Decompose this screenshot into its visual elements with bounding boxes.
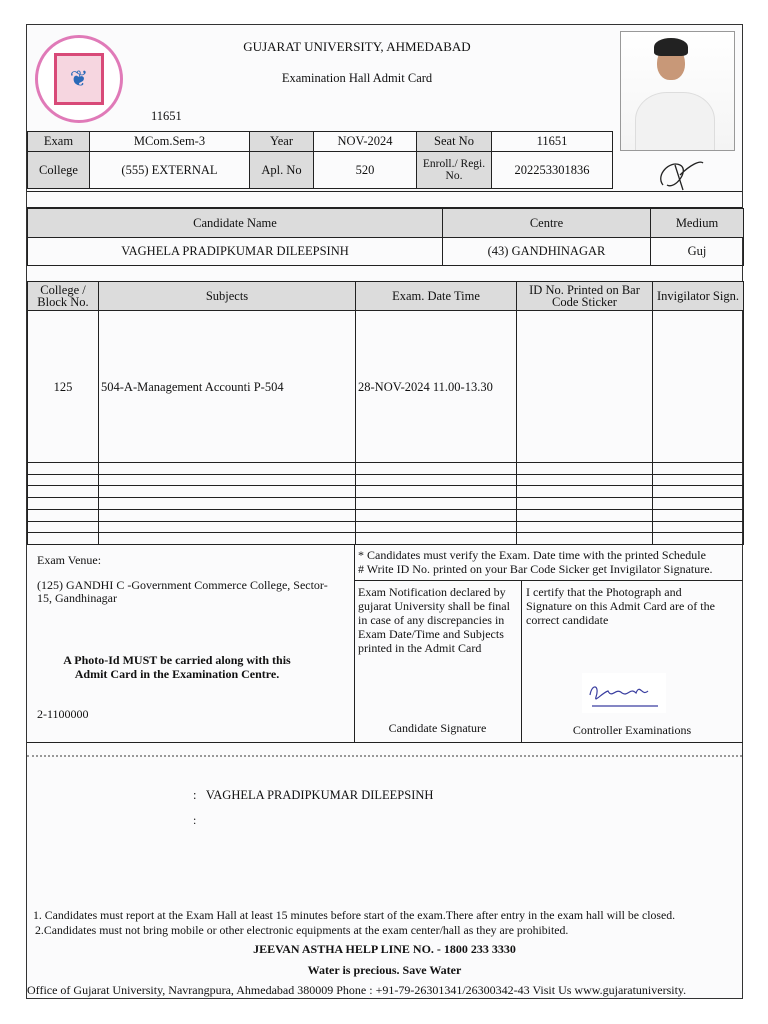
lower-colon: : bbox=[193, 813, 197, 827]
college-value: (555) EXTERNAL bbox=[90, 151, 250, 189]
dotted-cut-line bbox=[27, 755, 742, 757]
lower-name-row: : VAGHELA PRADIPKUMAR DILEEPSINH bbox=[193, 788, 434, 802]
table-row bbox=[28, 498, 744, 510]
col-header-subjects: Subjects bbox=[99, 282, 356, 311]
medium-label: Medium bbox=[651, 209, 744, 238]
seat-label: Seat No bbox=[417, 132, 492, 152]
col-header-block: College / Block No. bbox=[28, 282, 99, 311]
exam-info-table bbox=[27, 131, 613, 189]
id-cell bbox=[517, 311, 653, 463]
datetime-cell: 28-NOV-2024 11.00-13.30 bbox=[356, 311, 517, 463]
candidate-name-label: Candidate Name bbox=[28, 209, 443, 238]
centre-label: Centre bbox=[443, 209, 651, 238]
header-number: 11651 bbox=[151, 109, 182, 123]
col-header-barcode-id: ID No. Printed on Bar Code Sticker bbox=[517, 282, 653, 311]
university-logo bbox=[35, 35, 123, 123]
divider bbox=[27, 191, 742, 208]
subjects-table bbox=[27, 281, 744, 545]
year-value: NOV-2024 bbox=[314, 132, 417, 152]
notification-note: Exam Notification declared by gujarat University shall be final in case of any discrepancies in Exam Date/Time and Subjects printed in the Admit Card bbox=[358, 585, 510, 655]
table-row bbox=[28, 533, 744, 545]
apl-value: 520 bbox=[314, 151, 417, 189]
photo-id-note: A Photo-Id MUST be carried along with this Admit Card in the Examination Centre. bbox=[63, 653, 291, 681]
helpline: JEEVAN ASTHA HELP LINE NO. - 1800 233 3330 bbox=[253, 942, 516, 956]
write-id-note: # Write ID No. printed on your Bar Code Sicker get Invigilator Signature. bbox=[358, 562, 713, 576]
candidate-signature-image bbox=[655, 155, 705, 195]
candidate-signature-label: Candidate Signature bbox=[388, 721, 487, 735]
university-name: GUJARAT UNIVERSITY, AHMEDABAD bbox=[243, 39, 471, 54]
table-row bbox=[28, 509, 744, 521]
certify-note: I certify that the Photograph and Signature on this Admit Card are of the correct candidate bbox=[526, 585, 715, 627]
table-row bbox=[28, 311, 744, 463]
col-header-datetime: Exam. Date Time bbox=[356, 282, 517, 311]
sign-cell bbox=[653, 311, 744, 463]
peacock-emblem-icon: ❦ bbox=[54, 53, 104, 105]
venue-section bbox=[27, 545, 743, 743]
block-cell: 125 bbox=[28, 311, 99, 463]
enroll-label: Enroll./ Regi. No. bbox=[417, 151, 492, 189]
enroll-value: 202253301836 bbox=[492, 151, 613, 189]
centre-value: (43) GANDHINAGAR bbox=[443, 237, 651, 266]
venue-code: 2-1100000 bbox=[37, 707, 89, 721]
verify-note: * Candidates must verify the Exam. Date time with the printed Schedule bbox=[358, 548, 706, 562]
table-row bbox=[28, 474, 744, 486]
college-label: College bbox=[28, 151, 90, 189]
year-label: Year bbox=[250, 132, 314, 152]
table-row bbox=[28, 486, 744, 498]
exam-label: Exam bbox=[28, 132, 90, 152]
table-row bbox=[28, 521, 744, 533]
candidate-table bbox=[27, 208, 744, 266]
exam-value: MCom.Sem-3 bbox=[90, 132, 250, 152]
rule-1: 1. Candidates must report at the Exam Hall at least 15 minutes before start of the exam.There after entry in the exam hall will be closed. bbox=[33, 908, 676, 922]
seat-value: 11651 bbox=[492, 132, 613, 152]
water-slogan: Water is precious. Save Water bbox=[307, 963, 462, 977]
venue-label: Exam Venue: bbox=[37, 553, 102, 567]
venue-address: (125) GANDHI C -Government Commerce College, Sector-15, Gandhinagar bbox=[37, 578, 328, 605]
medium-value: Guj bbox=[651, 237, 744, 266]
card-title: Examination Hall Admit Card bbox=[281, 71, 433, 85]
lower-candidate-name: VAGHELA PRADIPKUMAR DILEEPSINH bbox=[205, 788, 434, 802]
candidate-name: VAGHELA PRADIPKUMAR DILEEPSINH bbox=[28, 237, 443, 266]
controller-signature-image bbox=[582, 673, 666, 713]
admit-card bbox=[26, 24, 743, 999]
controller-label: Controller Examinations bbox=[572, 723, 692, 737]
office-address: Office of Gujarat University, Navrangpura, Ahmedabad 380009 Phone : +91-79-26301341/26300342-43 Visit Us www.gujaratuniversity. bbox=[27, 983, 687, 997]
rule-2: 2.Candidates must not bring mobile or other electronic equipments at the exam center/hall as they are prohibited. bbox=[35, 923, 569, 937]
table-row bbox=[28, 463, 744, 475]
col-header-invigilator: Invigilator Sign. bbox=[653, 282, 744, 311]
subject-cell: 504-A-Management Accounti P-504 bbox=[99, 311, 356, 463]
candidate-photo bbox=[620, 31, 735, 151]
apl-label: Apl. No bbox=[250, 151, 314, 189]
